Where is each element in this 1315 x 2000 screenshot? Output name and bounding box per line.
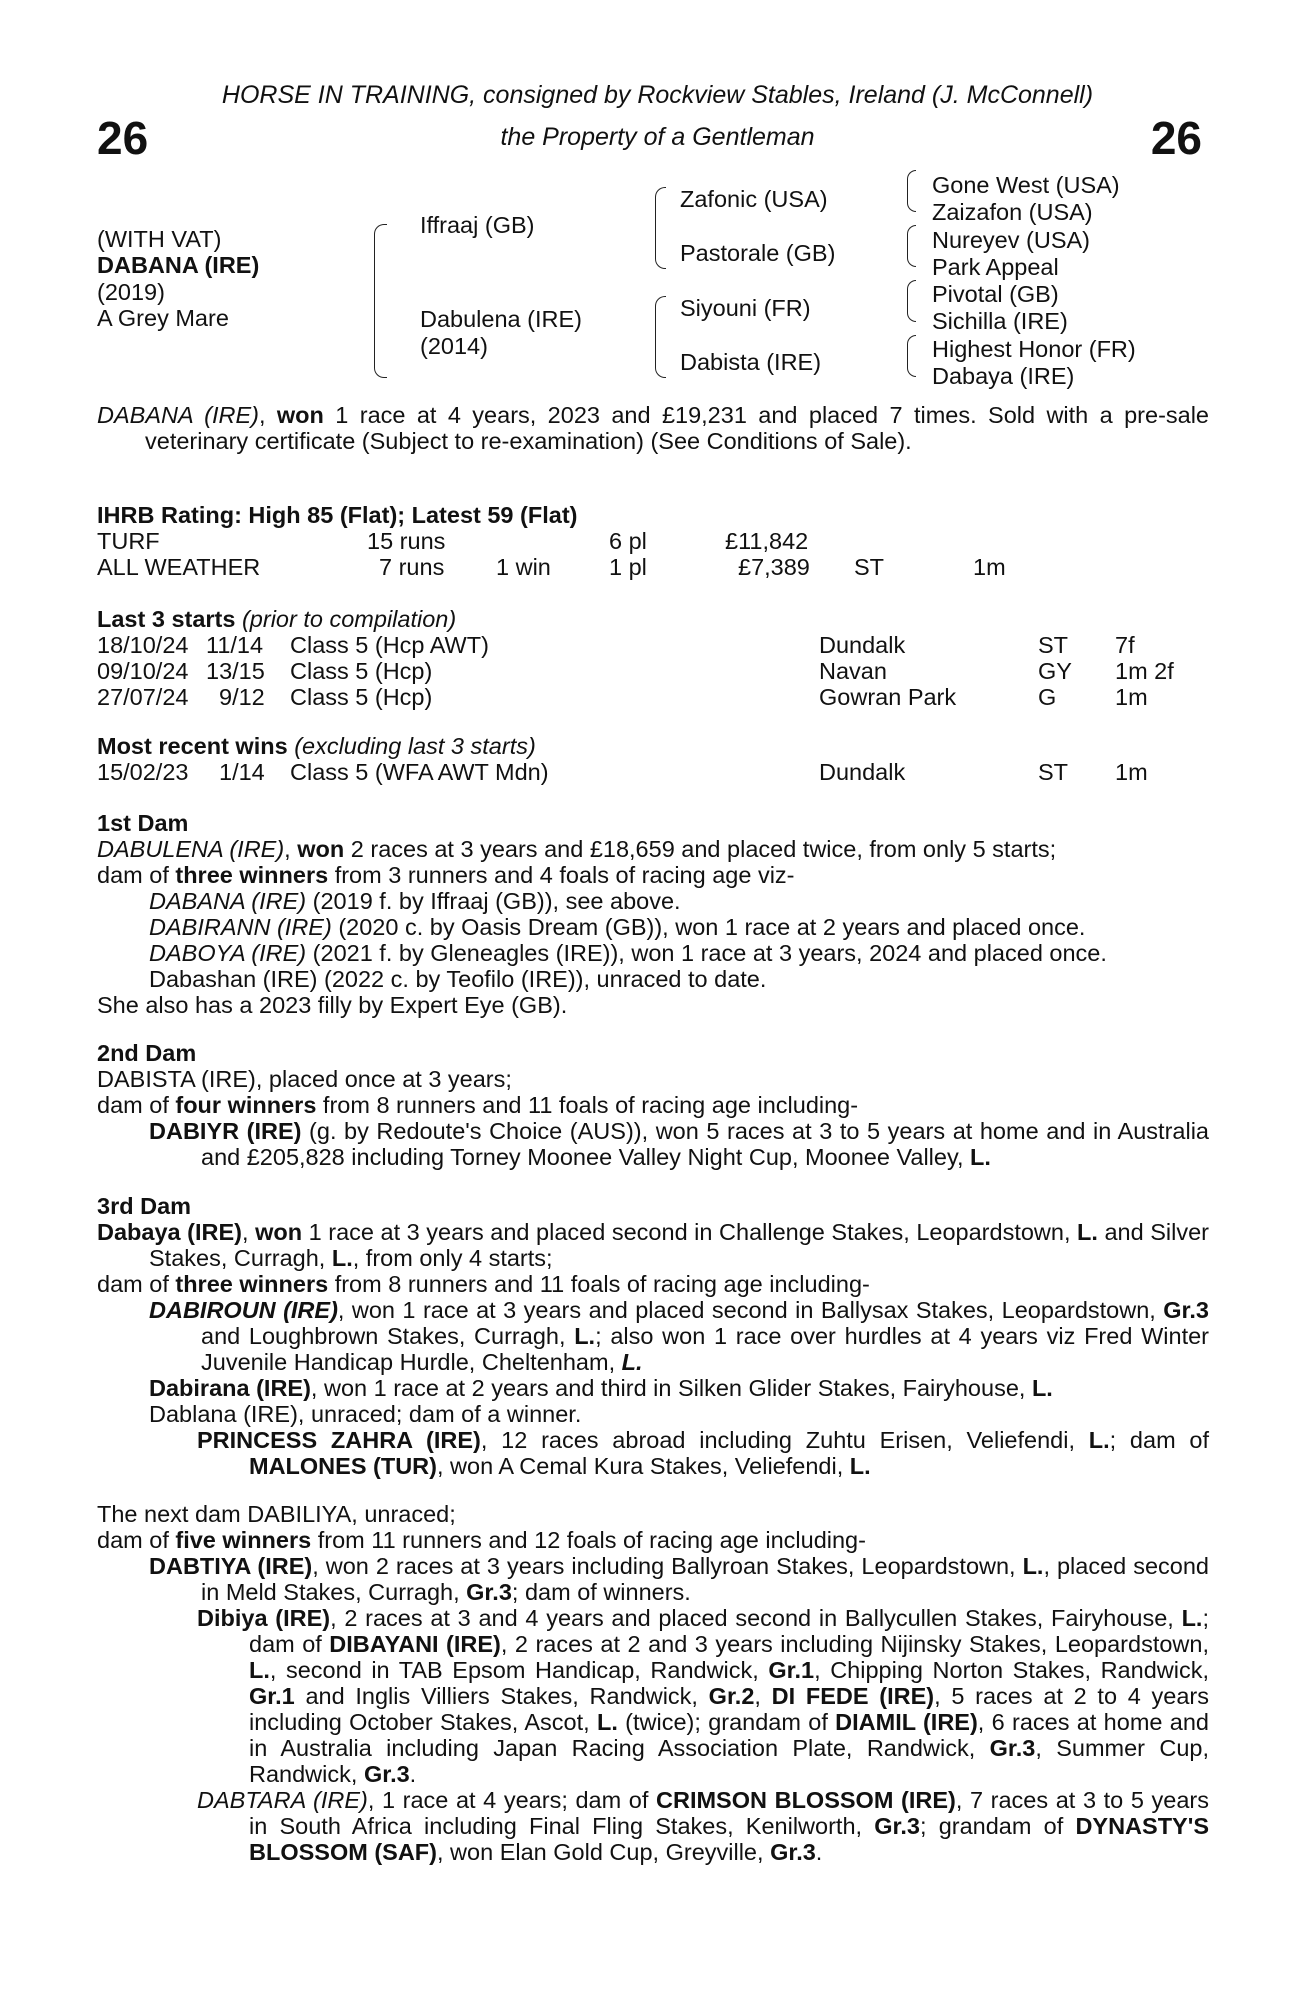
pedigree-g3: Nureyev (USA) <box>932 227 1091 253</box>
summary-won: won <box>276 402 324 428</box>
horse-name: DABANA (IRE) <box>97 252 260 278</box>
pedigree-g5: Pivotal (GB) <box>932 281 1059 307</box>
pedigree-g8: Dabaya (IRE) <box>932 363 1075 389</box>
first-dam-title: 1st Dam <box>97 810 189 836</box>
pedigree-dam-dam: Dabista (IRE) <box>680 349 822 375</box>
second-dam-title: 2nd Dam <box>97 1040 197 1066</box>
third-dam-offspring: Dabirana (IRE), won 1 race at 2 years and third in Silken Glider Stakes, Fairyhouse, L. <box>149 1375 1053 1401</box>
last3-section <box>97 606 1209 710</box>
pedigree-sire-sire: Zafonic (USA) <box>680 186 828 212</box>
rating-aw-row: ALL WEATHER 7 runs 1 win 1 pl £7,389 ST 1m <box>97 554 1006 580</box>
pedigree-brace-main <box>374 224 387 378</box>
pedigree-brace-g2 <box>907 225 916 267</box>
lot-number-left: 26 <box>97 112 149 164</box>
next-dam-grand-offspring: Dibiya (IRE), 2 races at 3 and 4 years and placed second in Ballycullen Stakes, Fairyhouse, L.; dam of DIBAYANI (IRE), 2 races at 2 and 3 years including Nijinsky Stakes, Leopardstown, L., second in TAB Epsom Handicap, Randwick, Gr.1, Chipping Norton Stakes, Randwick, Gr.1 and Inglis Villiers Stakes, Randwick, Gr.2, DI FEDE (IRE), 5 races at 2 to 4 years including October Stakes, Ascot, L. (twice); grandam of DIAMIL (IRE), 6 races at home and in Australia including Japan Racing Association Plate, Randwick, Gr.3, Summer Cup, Randwick, Gr.3. <box>197 1605 1209 1787</box>
first-dam-offspring: DABANA (IRE) (2019 f. by Iffraaj (GB)), see above. <box>149 888 681 914</box>
last3-row: 27/07/24 9/12 Class 5 (Hcp) Gowran Park G 1m <box>97 684 1148 710</box>
pedigree-g1: Gone West (USA) <box>932 172 1120 198</box>
pedigree-dam: Dabulena (IRE) <box>420 306 582 332</box>
rating-title: IHRB Rating: High 85 (Flat); Latest 59 (Flat) <box>97 502 578 528</box>
pedigree-sire-dam: Pastorale (GB) <box>680 240 836 266</box>
lot-number-right: 26 <box>1150 112 1202 164</box>
recent-wins-section <box>97 733 1209 785</box>
first-dam-section: 1st Dam DABULENA (IRE), won 2 races at 3 years and £18,659 and placed twice, from only 5 starts; dam of three winners from 3 runners and 4 foals of racing age viz- DABANA (IRE) (2019 f. by Iffraaj (GB)), see above. DABIRANN (IRE) (2020 c. by Oasis Dream (GB)), won 1 race at 2 years and placed once. DABOYA (IRE) (2021 f. by Gleneagles (IRE)), won 1 race at 3 years, 2024 and placed once. Dabashan (IRE) (2022 c. by Teofilo (IRE)), unraced to date. She also has a 2023 filly by Expert Eye (GB). <box>97 810 1209 1018</box>
third-dam-offspring: DABIROUN (IRE), won 1 race at 3 years and placed second in Ballysax Stakes, Leopardstown, Gr.3 and Loughbrown Stakes, Curragh, L.; also won 1 race over hurdles at 4 years viz Fred Winter Juvenile Handicap Hurdle, Cheltenham, L. <box>149 1297 1209 1375</box>
second-dam-offspring: DABIYR (IRE) (g. by Redoute's Choice (AUS)), won 5 races at 3 to 5 years at home and in Australia and £205,828 including Torney Moonee Valley Night Cup, Moonee Valley, L. <box>149 1118 1209 1170</box>
third-dam-grand-offspring: PRINCESS ZAHRA (IRE), 12 races abroad including Zuhtu Erisen, Veliefendi, L.; dam of MALONES (TUR), won A Cemal Kura Stakes, Veliefendi, L. <box>197 1427 1210 1479</box>
last3-note: (prior to compilation) <box>241 606 457 632</box>
pedigree-dam-sire: Siyouni (FR) <box>680 295 811 321</box>
first-dam-offspring: Dabashan (IRE) (2022 c. by Teofilo (IRE)), unraced to date. <box>149 966 767 992</box>
horse-year: (2019) <box>97 279 165 305</box>
rating-section <box>97 502 1209 580</box>
summary-paragraph: DABANA (IRE), won 1 race at 4 years, 2023 and £19,231 and placed 7 times. Sold with a pre-sale veterinary certificate (Subject to re-examination) (See Conditions of Sale). <box>97 402 1209 454</box>
pedigree-brace-dam <box>655 296 666 378</box>
last3-row: 18/10/24 11/14 Class 5 (Hcp AWT) Dundalk ST 7f <box>97 632 1135 658</box>
pedigree-brace-sire <box>655 187 666 269</box>
next-dam-offspring: DABTIYA (IRE), won 2 races at 3 years including Ballyroan Stakes, Leopardstown, L., placed second in Meld Stakes, Curragh, Gr.3; dam of winners. <box>149 1553 1209 1605</box>
third-dam-title: 3rd Dam <box>97 1193 192 1219</box>
horse-description: A Grey Mare <box>97 305 229 331</box>
pedigree-g4: Park Appeal <box>932 254 1059 280</box>
pedigree-g7: Highest Honor (FR) <box>932 336 1136 362</box>
summary-horse-name: DABANA (IRE) <box>97 402 259 428</box>
pedigree-dam-year: (2014) <box>420 333 488 359</box>
last3-title: Last 3 starts <box>97 606 236 632</box>
header-consignor: HORSE IN TRAINING, consigned by Rockview Stables, Ireland (J. McConnell) <box>221 81 1094 109</box>
recent-title: Most recent wins <box>97 733 288 759</box>
header-property: the Property of a Gentleman <box>500 123 815 151</box>
next-dam-grand-offspring: DABTARA (IRE), 1 race at 4 years; dam of CRIMSON BLOSSOM (IRE), 7 races at 3 to 5 years in South Africa including Final Fling Stakes, Kenilworth, Gr.3; grandam of DYNASTY'S BLOSSOM (SAF), won Elan Gold Cup, Greyville, Gr.3. <box>197 1787 1209 1865</box>
pedigree-sire: Iffraaj (GB) <box>420 212 535 238</box>
pedigree-brace-g4 <box>907 335 916 377</box>
rating-turf-row: TURF 15 runs 6 pl £11,842 <box>97 528 809 554</box>
vat-label: (WITH VAT) <box>97 226 222 252</box>
pedigree-brace-g1 <box>907 170 916 212</box>
first-dam-offspring: DABOYA (IRE) (2021 f. by Gleneagles (IRE)), won 1 race at 3 years, 2024 and placed once. <box>149 940 1107 966</box>
recent-row: 15/02/23 1/14 Class 5 (WFA AWT Mdn) Dundalk ST 1m <box>97 759 1148 785</box>
pedigree-brace-g3 <box>907 280 916 322</box>
third-dam-section: 3rd Dam Dabaya (IRE), won 1 race at 3 years and placed second in Challenge Stakes, Leopardstown, L. and Silver Stakes, Curragh, L., from only 4 starts; dam of three winners from 8 runners and 11 foals of racing age including- DABIROUN (IRE), won 1 race at 3 years and placed second in Ballysax Stakes, Leopardstown, Gr.3 and Loughbrown Stakes, Curragh, L.; also won 1 race over hurdles at 4 years viz Fred Winter Juvenile Handicap Hurdle, Cheltenham, L. Dabirana (IRE), won 1 race at 2 years and third in Silken Glider Stakes, Fairyhouse, L. Dablana (IRE), unraced; dam of a winner. PRINCESS ZAHRA (IRE), 12 races abroad including Zuhtu Erisen, Veliefendi, L.; dam of MALONES (TUR), won A Cemal Kura Stakes, Veliefendi, L. <box>97 1193 1210 1479</box>
summary-text: 1 race at 4 years, 2023 and £19,231 and placed 7 times. Sold with a pre-sale veterinary certificate (Subject to re-examination) (See Conditions of Sale). <box>145 402 1209 454</box>
third-dam-offspring: Dablana (IRE), unraced; dam of a winner. <box>149 1401 582 1427</box>
first-dam-offspring: DABIRANN (IRE) (2020 c. by Oasis Dream (GB)), won 1 race at 2 years and placed once. <box>149 914 1086 940</box>
second-dam-section: 2nd Dam DABISTA (IRE), placed once at 3 years; dam of four winners from 8 runners and 11 foals of racing age including- DABIYR (IRE) (g. by Redoute's Choice (AUS)), won 5 races at 3 to 5 years at home and in Australia and £205,828 including Torney Moonee Valley Night Cup, Moonee Valley, L. <box>97 1040 1209 1170</box>
recent-note: (excluding last 3 starts) <box>294 733 536 759</box>
next-dam-section: The next dam DABILIYA, unraced; dam of five winners from 11 runners and 12 foals of racing age including- DABTIYA (IRE), won 2 races at 3 years including Ballyroan Stakes, Leopardstown, L., placed second in Meld Stakes, Curragh, Gr.3; dam of winners. Dibiya (IRE), 2 races at 3 and 4 years and placed second in Ballycullen Stakes, Fairyhouse, L.; dam of DIBAYANI (IRE), 2 races at 2 and 3 years including Nijinsky Stakes, Leopardstown, L., second in TAB Epsom Handicap, Randwick, Gr.1, Chipping Norton Stakes, Randwick, Gr.1 and Inglis Villiers Stakes, Randwick, Gr.2, DI FEDE (IRE), 5 races at 2 to 4 years including October Stakes, Ascot, L. (twice); grandam of DIAMIL (IRE), 6 races at home and in Australia including Japan Racing Association Plate, Randwick, Gr.3, Summer Cup, Randwick, Gr.3. DABTARA (IRE), 1 race at 4 years; dam of CRIMSON BLOSSOM (IRE), 7 races at 3 to 5 years in South Africa including Final Fling Stakes, Kenilworth, Gr.3; grandam of DYNASTY'S BLOSSOM (SAF), won Elan Gold Cup, Greyville, Gr.3. <box>97 1501 1209 1865</box>
last3-row: 09/10/24 13/15 Class 5 (Hcp) Navan GY 1m 2f <box>97 658 1174 684</box>
pedigree-g6: Sichilla (IRE) <box>932 308 1068 334</box>
pedigree-g2: Zaizafon (USA) <box>932 199 1093 225</box>
